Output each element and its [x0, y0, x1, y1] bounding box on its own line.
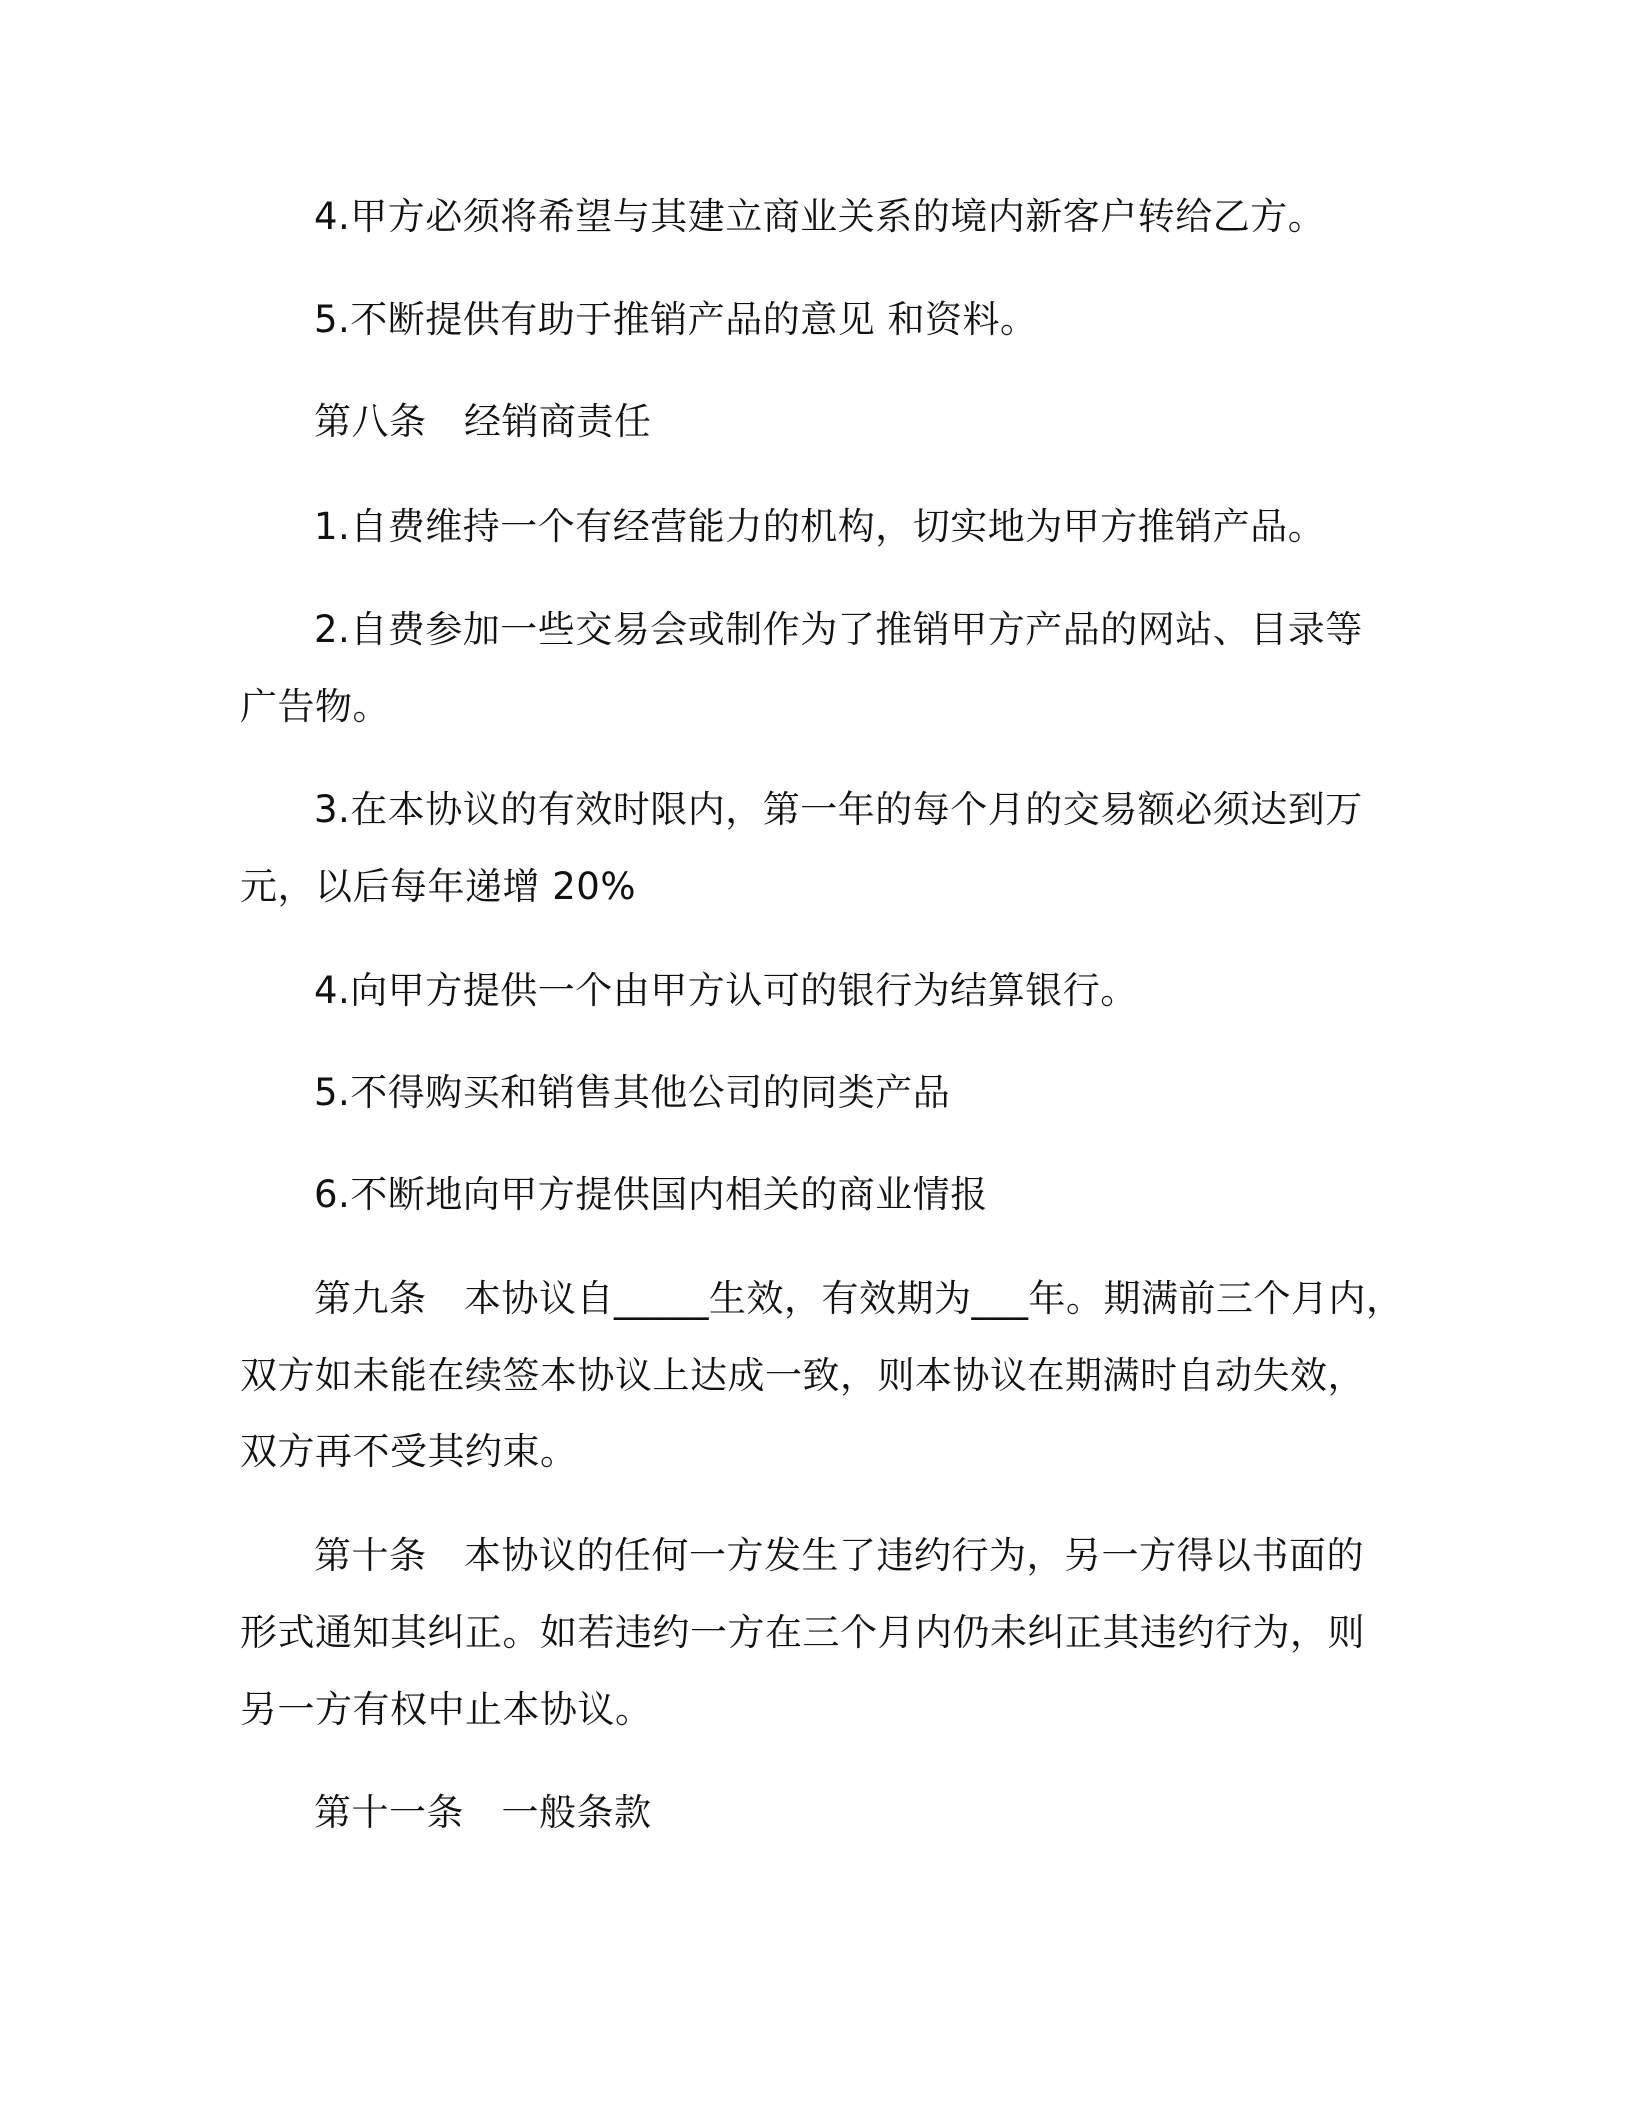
paragraph-line: 5.不断提供有助于推销产品的意见 和资料。 — [314, 298, 1038, 341]
paragraph-line: 1.自费维持一个有经营能力的机构，切实地为甲方推销产品。 — [314, 505, 1326, 548]
paragraph-line: 广告物。 — [240, 685, 390, 728]
section-heading: 第九条 本协议自_____生效，有效期为___年。期满前三个月内， — [314, 1277, 1404, 1320]
paragraph-line: 3.在本协议的有效时限内，第一年的每个月的交易额必须达到万 — [314, 788, 1363, 831]
paragraph-line: 元，以后每年递增 20% — [240, 865, 636, 908]
paragraph-line: 2.自费参加一些交易会或制作为了推销甲方产品的网站、目录等 — [314, 608, 1363, 651]
paragraph-line: 5.不得购买和销售其他公司的同类产品 — [314, 1071, 951, 1114]
section-heading: 第十一条 一般条款 — [314, 1791, 652, 1834]
paragraph-line: 双方如未能在续签本协议上达成一致，则本协议在期满时自动失效， — [240, 1354, 1365, 1397]
paragraph-line: 6.不断地向甲方提供国内相关的商业情报 — [314, 1173, 988, 1216]
paragraph-line: 另一方有权中止本协议。 — [240, 1688, 653, 1731]
paragraph-line: 4.甲方必须将希望与其建立商业关系的境内新客户转给乙方。 — [314, 195, 1326, 238]
section-heading: 第十条 本协议的任何一方发生了违约行为，另一方得以书面的 — [314, 1534, 1364, 1577]
paragraph-line: 双方再不受其约束。 — [240, 1430, 578, 1473]
paragraph-line: 4.向甲方提供一个由甲方认可的银行为结算银行。 — [314, 969, 1138, 1012]
paragraph-line: 形式通知其纠正。如若违约一方在三个月内仍未纠正其违约行为，则 — [240, 1611, 1365, 1654]
section-heading: 第八条 经销商责任 — [314, 400, 652, 443]
